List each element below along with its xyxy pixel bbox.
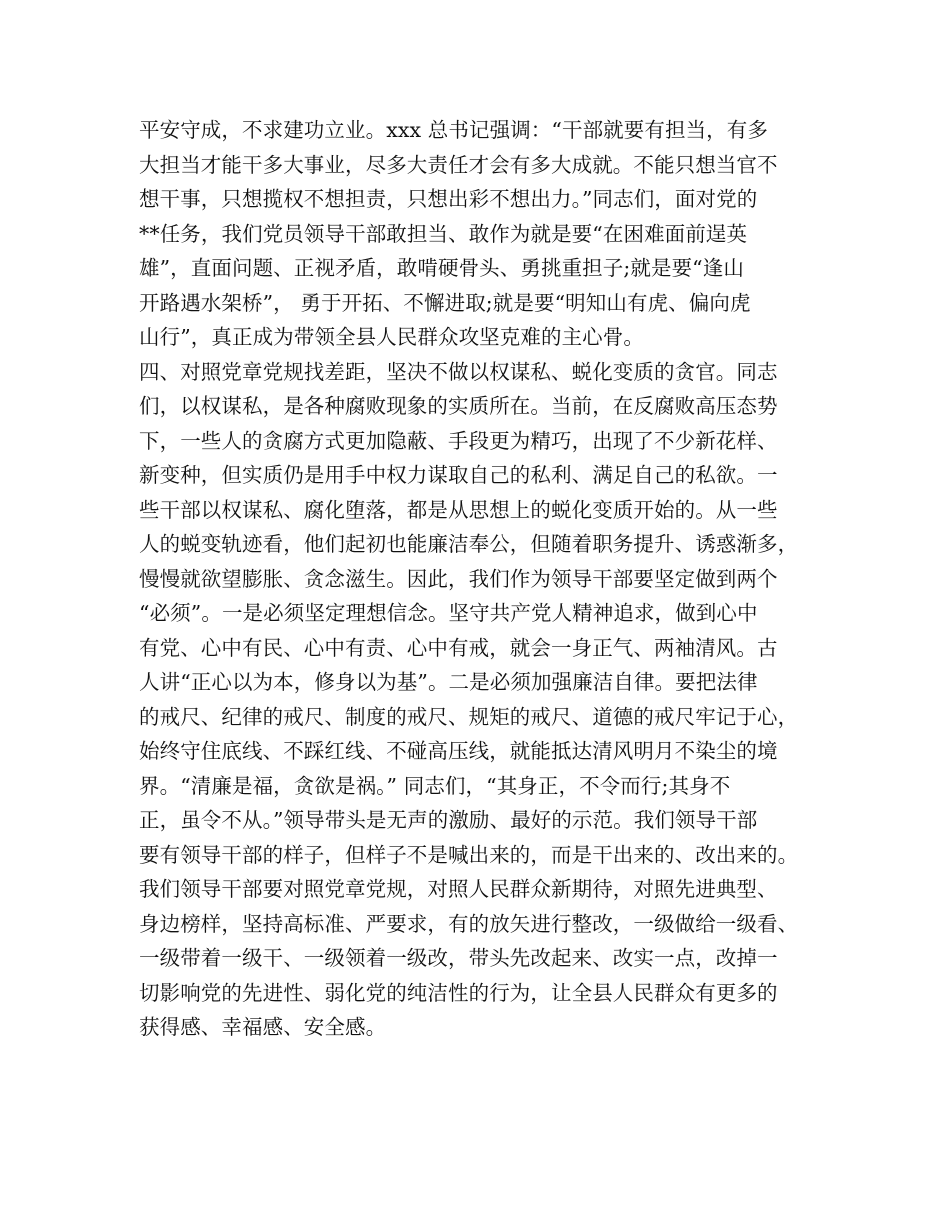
section-heading-line: 四、对照党章党规找差距，坚决不做以权谋私、蜕化变质的贪官。同志 <box>139 359 778 384</box>
text-line: 雄”，直面问题、正视矛盾，敢啃硬骨头、勇挑重担子;就是要“逢山 <box>139 256 744 280</box>
text-line: “必须”。一是必须坚定理想信念。坚守共产党人精神追求，做到心中 <box>139 601 758 625</box>
text-line: 的戒尺、纪律的戒尺、制度的戒尺、规矩的戒尺、道德的戒尺牢记于心， <box>139 704 799 729</box>
text-line: 有党、心中有民、心中有责、心中有戒，就会一身正气、两袖清风。古 <box>139 635 778 660</box>
text-line: 获得感、幸福感、安全感。 <box>139 1015 387 1039</box>
text-line: **任务，我们党员领导干部敢担当、敢作为就是要“在困难面前逞英 <box>139 221 748 246</box>
text-line: 新变种，但实质仍是用手中权力谋取自己的私利、满足自己的私欲。一 <box>139 463 778 487</box>
text-line: 想干事，只想揽权不想担责，只想出彩不想出力。”同志们，面对党的 <box>139 187 758 211</box>
text-line: 平安守成，不求建功立业。xxx 总书记强调：“干部就要有担当，有多 <box>139 118 768 142</box>
text-line: 山行”，真正成为带领全县人民群众攻坚克难的主心骨。 <box>139 325 644 349</box>
text-line: 慢慢就欲望膨胀、贪念滋生。因此，我们作为领导干部要坚定做到两个 <box>139 566 778 591</box>
text-line: 一级带着一级干、一级领着一级改，带头先改起来、改实一点，改掉一 <box>139 946 778 970</box>
text-line: 些干部以权谋私、腐化堕落，都是从思想上的蜕化变质开始的。从一些 <box>139 497 778 522</box>
text-line: 切影响党的先进性、弱化党的纯洁性的行为，让全县人民群众有更多的 <box>139 980 778 1005</box>
text-line: 要有领导干部的样子，但样子不是喊出来的，而是干出来的、改出来的。 <box>139 842 799 867</box>
text-line: 开路遇水架桥”， 勇于开拓、不懈进取;就是要“明知山有虎、偏向虎 <box>139 290 751 315</box>
text-line: 人讲“正心以为本，修身以为基”。二是必须加强廉洁自律。要把法律 <box>139 670 758 694</box>
text-line: 身边榜样，坚持高标准、严要求，有的放矢进行整改，一级做给一级看、 <box>139 911 799 936</box>
text-line: 我们领导干部要对照党章党规，对照人民群众新期待，对照先进典型、 <box>139 877 778 901</box>
text-line: 下，一些人的贪腐方式更加隐蔽、手段更为精巧，出现了不少新花样、 <box>139 428 778 453</box>
text-line: 界。“清廉是福，贪欲是祸。” 同志们，“其身正，不令而行;其身不 <box>139 773 731 798</box>
text-line: 们，以权谋私，是各种腐败现象的实质所在。当前，在反腐败高压态势 <box>139 394 778 418</box>
text-line: 正，虽令不从。”领导带头是无声的激励、最好的示范。我们领导干部 <box>139 808 758 832</box>
text-line: 大担当才能干多大事业，尽多大责任才会有多大成就。不能只想当官不 <box>139 152 778 177</box>
text-line: 人的蜕变轨迹看，他们起初也能廉洁奉公，但随着职务提升、诱惑渐多， <box>139 532 799 556</box>
text-line: 始终守住底线、不踩红线、不碰高压线，就能抵达清风明月不染尘的境 <box>139 739 778 763</box>
body-text <box>139 113 839 1045</box>
